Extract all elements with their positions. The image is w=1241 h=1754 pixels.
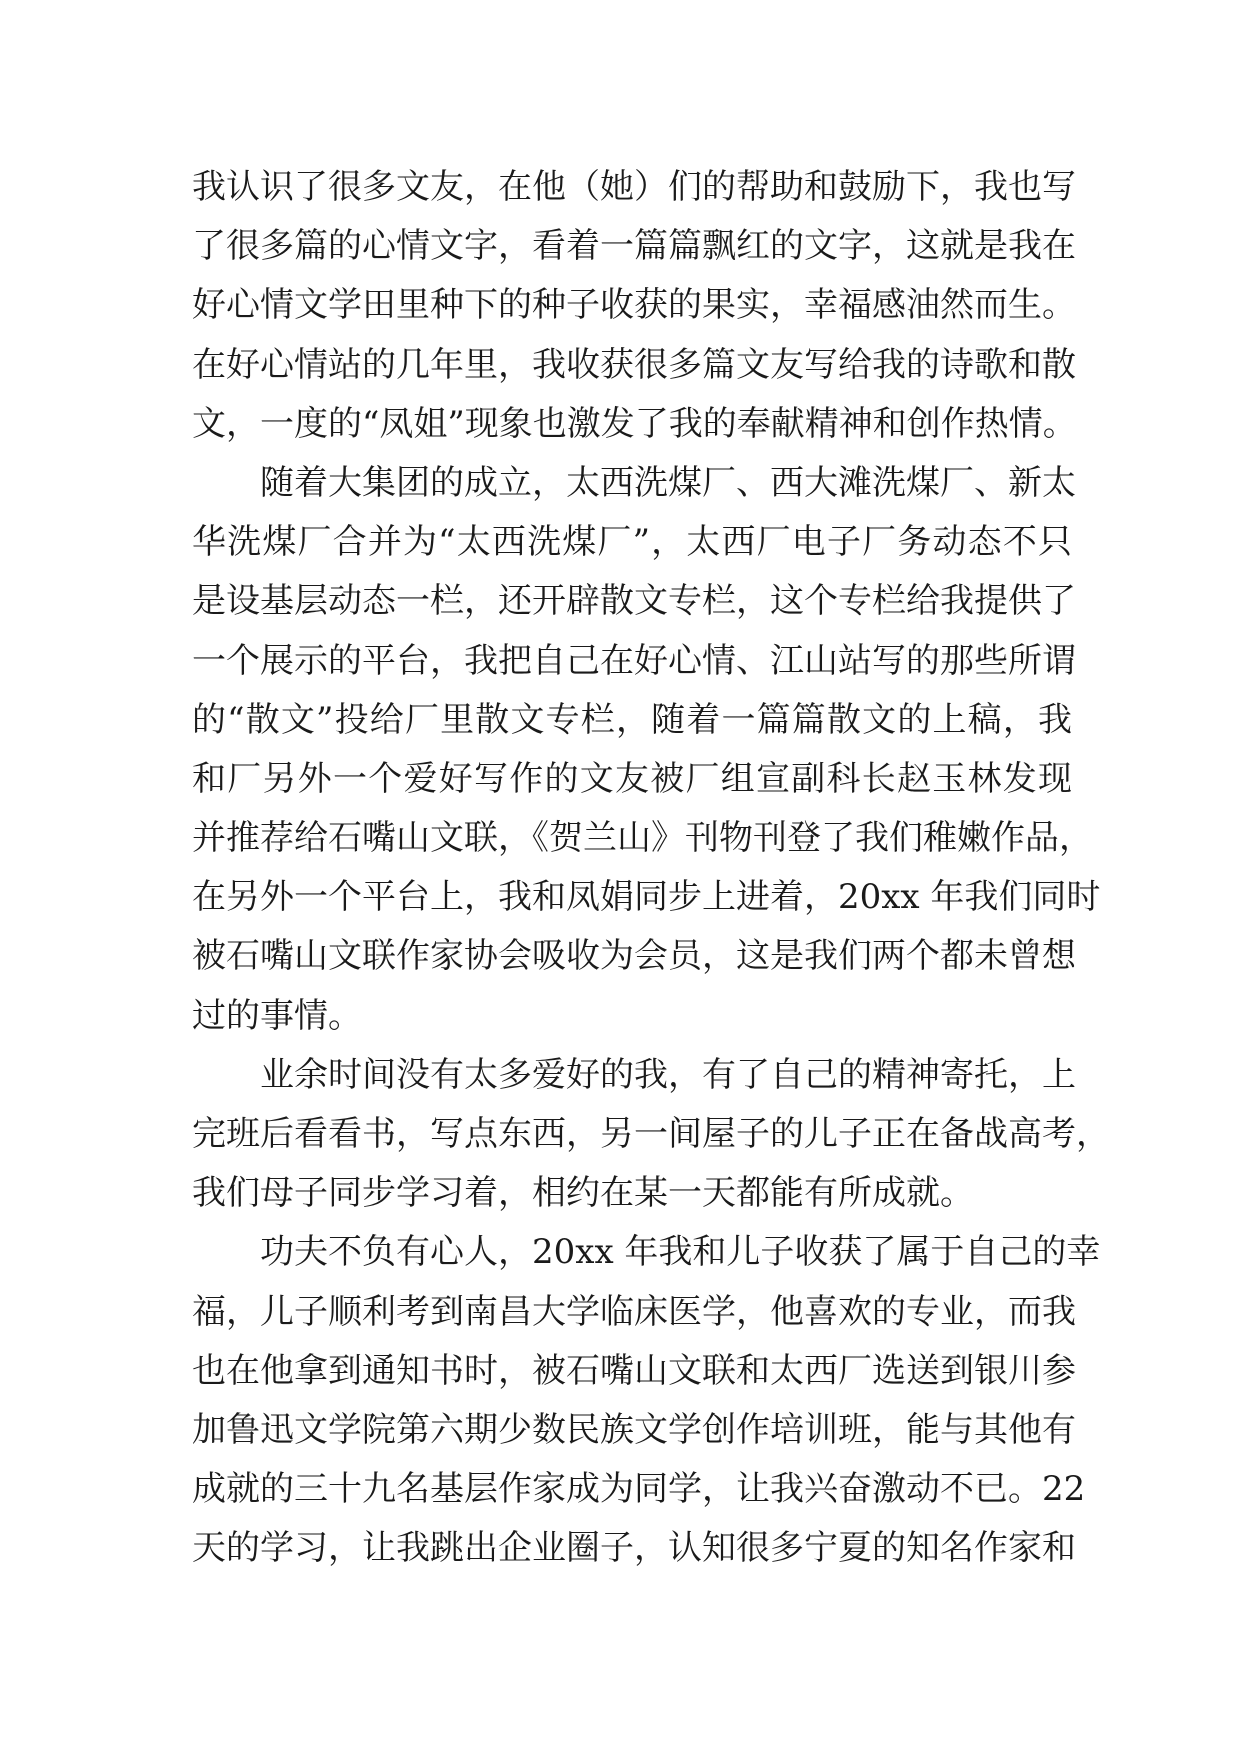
text-line: 我认识了很多文友，在他（她）们的帮助和鼓励下，我也写: [192, 167, 1076, 207]
paragraph-first-line: 业余时间没有太多爱好的我，有了自己的精神寄托，上: [260, 1054, 1076, 1095]
text-line: 加鲁迅文学院第六期少数民族文学创作培训班，能与其他有: [192, 1409, 1076, 1450]
text-line: 和厂另外一个爱好写作的文友被厂组宣副科长赵玉林发现: [192, 758, 1072, 799]
text-line: 也在他拿到通知书时，被石嘴山文联和太西厂选送到银川参: [192, 1350, 1076, 1391]
text-line: 好心情文学田里种下的种子收获的果实，幸福感油然而生。: [192, 285, 1076, 326]
text-line: 是设基层动态一栏，还开辟散文专栏，这个专栏给我提供了: [192, 581, 1076, 622]
text-line: 并推荐给石嘴山文联，《贺兰山》刊物刊登了我们稚嫩作品，: [192, 818, 1093, 859]
text-line: 天的学习，让我跳出企业圈子，认知很多宁夏的知名作家和: [192, 1528, 1076, 1569]
paragraph-last-line: 我们母子同步学习着，相约在某一天都能有所成就。: [192, 1173, 974, 1214]
text-line: 成就的三十九名基层作家成为同学，让我兴奋激动不已。22: [192, 1469, 1086, 1510]
paragraph-first-line: 随着大集团的成立，太西洗煤厂、西大滩洗煤厂、新太: [260, 462, 1076, 503]
text-line: 一个展示的平台，我把自己在好心情、江山站写的那些所谓: [192, 640, 1076, 681]
text-line: 文，一度的“凤姐”现象也激发了我的奉献精神和创作热情。: [192, 403, 1077, 444]
text-line: 了很多篇的心情文字，看着一篇篇飘红的文字，这就是我在: [192, 226, 1076, 267]
body-text: [192, 158, 1110, 1579]
text-line: 完班后看看书，写点东西，另一间屋子的儿子正在备战高考，: [192, 1114, 1110, 1154]
text-line: 华洗煤厂合并为“太西洗煤厂”，太西厂电子厂务动态不只: [192, 522, 1072, 563]
text-line: 在好心情站的几年里，我收获很多篇文友写给我的诗歌和散: [192, 344, 1076, 385]
text-line: 被石嘴山文联作家协会吸收为会员，这是我们两个都未曾想: [192, 936, 1076, 977]
paragraph-last-line: 过的事情。: [192, 995, 362, 1036]
text-line: 的“散文”投给厂里散文专栏，随着一篇篇散文的上稿，我: [192, 699, 1072, 740]
text-line: 在另外一个平台上，我和凤娟同步上进着，20xx 年我们同时: [192, 877, 1101, 918]
text-line: 福，儿子顺利考到南昌大学临床医学，他喜欢的专业，而我: [192, 1291, 1076, 1332]
paragraph-first-line: 功夫不负有心人，20xx 年我和儿子收获了属于自己的幸: [260, 1232, 1101, 1273]
